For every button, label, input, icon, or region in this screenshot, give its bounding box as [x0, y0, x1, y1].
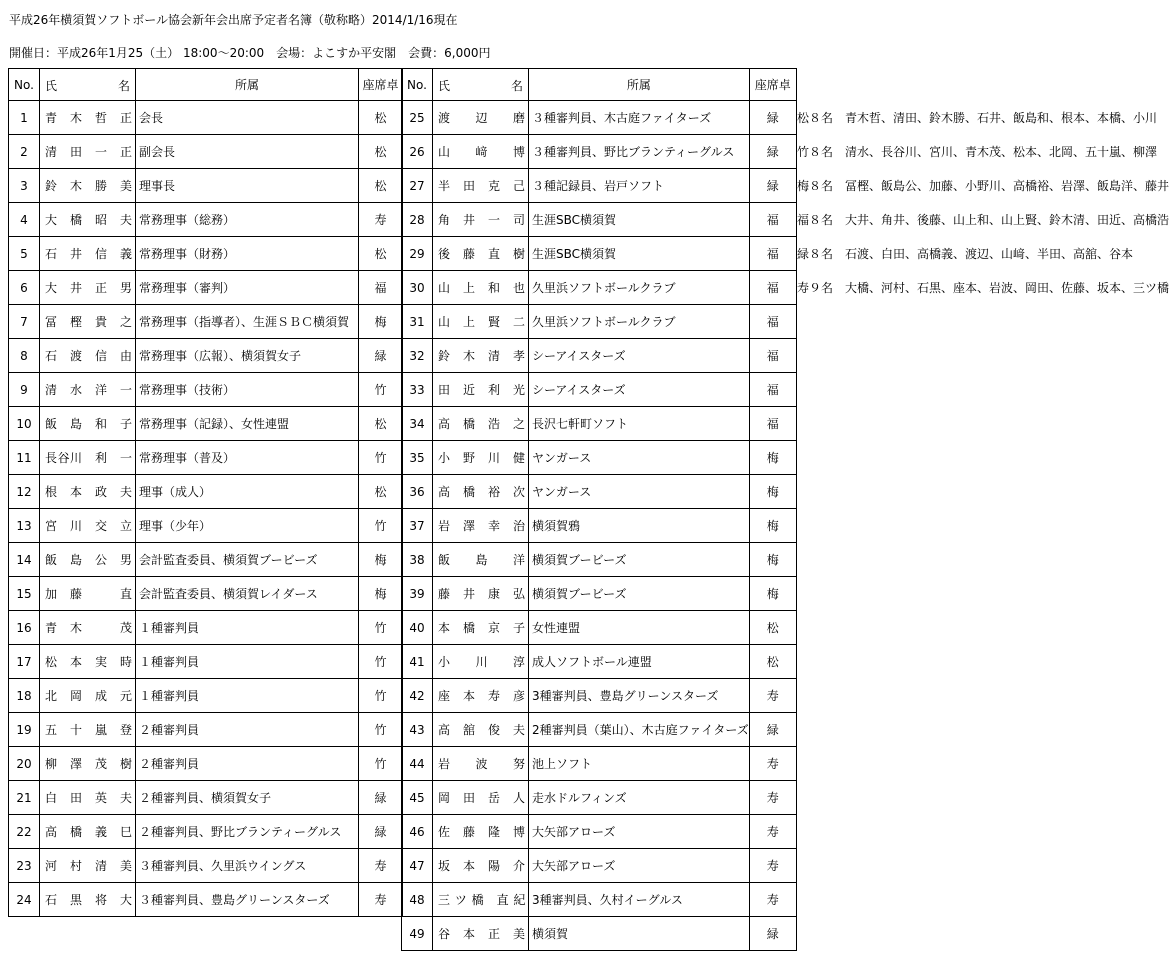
attendee-affiliation: 大矢部アローズ — [529, 815, 750, 849]
seat-table: 寿 — [749, 849, 796, 883]
attendee-affiliation: ２種審判員 — [136, 747, 359, 781]
document-title: 平成26年横須賀ソフトボール協会新年会出席予定者名簿（敬称略）2014/1/16現在 — [9, 13, 458, 27]
header-name-given: 名 — [510, 79, 523, 93]
attendee-name: 三 ツ 橋 直 紀 — [433, 883, 529, 917]
table-row — [9, 305, 403, 339]
row-number: 41 — [402, 645, 433, 679]
table-row — [9, 373, 403, 407]
seat-table: 緑 — [749, 713, 796, 747]
attendee-name: 白 田 英 夫 — [40, 781, 136, 815]
attendee-name: 加 藤 直 — [40, 577, 136, 611]
attendee-affiliation: 成人ソフトボール連盟 — [529, 645, 750, 679]
row-number: 27 — [402, 169, 433, 203]
attendee-affiliation: 常務理事（広報）、横須賀女子 — [136, 339, 359, 373]
attendee-affiliation: ヤンガース — [529, 441, 750, 475]
attendee-name: 清 水 洋 一 — [40, 373, 136, 407]
seat-table: 梅 — [749, 577, 796, 611]
attendee-affiliation: 3種審判員、豊島グリーンスターズ — [529, 679, 750, 713]
attendee-affiliation: 常務理事（技術） — [136, 373, 359, 407]
attendee-name: 青 木 茂 — [40, 611, 136, 645]
row-number: 4 — [9, 203, 40, 237]
seat-table: 寿 — [359, 883, 403, 917]
seat-summary-line: 寿９名 大橋、河村、石黒、座本、岩波、岡田、佐藤、坂本、三ツ橋 — [797, 281, 1170, 295]
attendee-name: 佐 藤 隆 博 — [433, 815, 529, 849]
attendee-name: 後 藤 直 樹 — [433, 237, 529, 271]
table-row — [9, 883, 403, 917]
seat-table: 梅 — [359, 305, 403, 339]
seat-table: 梅 — [749, 509, 796, 543]
row-number: 8 — [9, 339, 40, 373]
seat-table: 松 — [359, 101, 403, 135]
seat-table: 寿 — [749, 747, 796, 781]
table-row — [9, 747, 403, 781]
table-row — [402, 543, 797, 577]
header-name — [433, 69, 529, 101]
seat-table: 梅 — [749, 543, 796, 577]
attendee-name: 山 上 賢 二 — [433, 305, 529, 339]
attendee-name: 岡 田 岳 人 — [433, 781, 529, 815]
attendee-name: 大 井 正 男 — [40, 271, 136, 305]
attendee-affiliation: 久里浜ソフトボールクラブ — [529, 271, 750, 305]
seat-table: 松 — [359, 237, 403, 271]
row-number: 19 — [9, 713, 40, 747]
attendee-name: 鈴 木 清 孝 — [433, 339, 529, 373]
table-row — [402, 849, 797, 883]
row-number: 10 — [9, 407, 40, 441]
attendee-affiliation: 女性連盟 — [529, 611, 750, 645]
attendee-name: 清 田 一 正 — [40, 135, 136, 169]
attendee-name: 根 本 政 夫 — [40, 475, 136, 509]
attendee-affiliation: １種審判員 — [136, 611, 359, 645]
seat-table: 福 — [749, 203, 796, 237]
attendee-affiliation: 理事（少年） — [136, 509, 359, 543]
table-row — [402, 169, 797, 203]
row-number: 11 — [9, 441, 40, 475]
attendee-affiliation: 常務理事（財務） — [136, 237, 359, 271]
attendee-name: 飯 島 洋 — [433, 543, 529, 577]
row-number: 44 — [402, 747, 433, 781]
attendee-affiliation: シーアイスターズ — [529, 373, 750, 407]
seat-table: 緑 — [749, 101, 796, 135]
row-number: 26 — [402, 135, 433, 169]
table-row — [9, 101, 403, 135]
attendee-name: 渡 辺 磨 — [433, 101, 529, 135]
attendee-name: 長谷川 利 一 — [40, 441, 136, 475]
attendee-affiliation: 会計監査委員、横須賀ブービーズ — [136, 543, 359, 577]
table-row — [402, 475, 797, 509]
row-number: 32 — [402, 339, 433, 373]
table-row — [9, 271, 403, 305]
seat-table: 松 — [359, 135, 403, 169]
attendee-name: 高 舘 俊 夫 — [433, 713, 529, 747]
table-row — [402, 101, 797, 135]
attendee-affiliation: 生涯SBC横須賀 — [529, 237, 750, 271]
attendee-affiliation: 理事（成人） — [136, 475, 359, 509]
table-row — [9, 815, 403, 849]
row-number: 30 — [402, 271, 433, 305]
seat-table: 福 — [749, 407, 796, 441]
attendee-affiliation: 副会長 — [136, 135, 359, 169]
table-row — [402, 611, 797, 645]
attendee-name: 柳 澤 茂 樹 — [40, 747, 136, 781]
table-row — [402, 135, 797, 169]
attendee-name: 飯 島 公 男 — [40, 543, 136, 577]
seat-table: 松 — [359, 407, 403, 441]
table-row — [402, 815, 797, 849]
table-row — [9, 577, 403, 611]
seat-table: 緑 — [749, 135, 796, 169]
row-number: 2 — [9, 135, 40, 169]
attendee-affiliation: 会計監査委員、横須賀レイダース — [136, 577, 359, 611]
row-number: 9 — [9, 373, 40, 407]
row-number: 21 — [9, 781, 40, 815]
table-row — [402, 781, 797, 815]
seat-summary — [797, 101, 1175, 305]
attendee-affiliation: １種審判員 — [136, 645, 359, 679]
row-number: 42 — [402, 679, 433, 713]
row-number: 1 — [9, 101, 40, 135]
attendee-name: 河 村 清 美 — [40, 849, 136, 883]
seat-table: 松 — [359, 475, 403, 509]
attendee-name: 高 橋 裕 次 — [433, 475, 529, 509]
attendee-affiliation: 会長 — [136, 101, 359, 135]
seat-table: 福 — [749, 271, 796, 305]
table-row — [9, 169, 403, 203]
seat-table: 福 — [749, 237, 796, 271]
row-number: 47 — [402, 849, 433, 883]
seat-table: 緑 — [359, 339, 403, 373]
table-row — [402, 679, 797, 713]
table-row — [9, 203, 403, 237]
row-number: 31 — [402, 305, 433, 339]
table-row — [9, 237, 403, 271]
row-number: 23 — [9, 849, 40, 883]
attendee-affiliation: シーアイスターズ — [529, 339, 750, 373]
attendee-affiliation: ３種審判員、木古庭ファイターズ — [529, 101, 750, 135]
table-row — [9, 543, 403, 577]
attendee-name: 五 十 嵐 登 — [40, 713, 136, 747]
attendee-table-right — [401, 68, 797, 951]
row-number: 43 — [402, 713, 433, 747]
row-number: 16 — [9, 611, 40, 645]
row-number: 40 — [402, 611, 433, 645]
seat-table: 松 — [749, 611, 796, 645]
seat-table: 福 — [359, 271, 403, 305]
table-row — [9, 135, 403, 169]
row-number: 45 — [402, 781, 433, 815]
header-seat: 座席卓 — [749, 69, 796, 101]
seat-table: 竹 — [359, 645, 403, 679]
event-info: 開催日：平成26年1月25（土） 18:00～20:00 会場：よこすか平安閣 会費：6,000円 — [9, 46, 491, 60]
table-header-row — [9, 69, 403, 101]
attendee-affiliation: 理事長 — [136, 169, 359, 203]
row-number: 39 — [402, 577, 433, 611]
header-name-family: 氏 — [45, 79, 58, 93]
attendee-affiliation: 横須賀ブービーズ — [529, 577, 750, 611]
attendee-name: 半 田 克 己 — [433, 169, 529, 203]
attendee-name: 座 本 寿 彦 — [433, 679, 529, 713]
attendee-name: 坂 本 陽 介 — [433, 849, 529, 883]
table-row — [9, 849, 403, 883]
attendee-name: 岩 澤 幸 治 — [433, 509, 529, 543]
attendee-name: 山 﨑 博 — [433, 135, 529, 169]
seat-table: 竹 — [359, 747, 403, 781]
row-number: 18 — [9, 679, 40, 713]
table-row — [9, 611, 403, 645]
attendee-affiliation: ３種記録員、岩戸ソフト — [529, 169, 750, 203]
row-number: 14 — [9, 543, 40, 577]
attendee-affiliation: 横須賀鴉 — [529, 509, 750, 543]
seat-table: 梅 — [359, 543, 403, 577]
attendee-affiliation: 久里浜ソフトボールクラブ — [529, 305, 750, 339]
attendee-name: 本 橋 京 子 — [433, 611, 529, 645]
row-number: 38 — [402, 543, 433, 577]
table-row — [402, 407, 797, 441]
header-name-family: 氏 — [438, 79, 451, 93]
seat-summary-line: 緑８名 石渡、白田、高橋義、渡辺、山﨑、半田、高舘、谷本 — [797, 247, 1134, 261]
attendee-name: 石 渡 信 由 — [40, 339, 136, 373]
table-row — [402, 747, 797, 781]
attendee-name: 冨 樫 貴 之 — [40, 305, 136, 339]
attendee-name: 谷 本 正 美 — [433, 917, 529, 951]
table-row — [9, 781, 403, 815]
seat-table: 緑 — [359, 781, 403, 815]
attendee-table-left — [8, 68, 403, 917]
attendee-affiliation: ２種審判員 — [136, 713, 359, 747]
seat-table: 寿 — [749, 781, 796, 815]
attendee-name: 宮 川 交 立 — [40, 509, 136, 543]
attendee-affiliation: ３種審判員、野比ブランティーグルス — [529, 135, 750, 169]
seat-table: 福 — [749, 305, 796, 339]
seat-table: 竹 — [359, 679, 403, 713]
attendee-name: 山 上 和 也 — [433, 271, 529, 305]
seat-table: 梅 — [749, 441, 796, 475]
table-row — [402, 509, 797, 543]
table-row — [402, 713, 797, 747]
attendee-affiliation: ヤンガース — [529, 475, 750, 509]
attendee-name: 青 木 哲 正 — [40, 101, 136, 135]
row-number: 34 — [402, 407, 433, 441]
table-row — [402, 271, 797, 305]
row-number: 6 — [9, 271, 40, 305]
row-number: 49 — [402, 917, 433, 951]
table-row — [402, 645, 797, 679]
attendee-name: 鈴 木 勝 美 — [40, 169, 136, 203]
seat-table: 寿 — [359, 849, 403, 883]
attendee-name: 飯 島 和 子 — [40, 407, 136, 441]
attendee-affiliation: 走水ドルフィンズ — [529, 781, 750, 815]
attendee-affiliation: 大矢部アローズ — [529, 849, 750, 883]
attendee-affiliation: １種審判員 — [136, 679, 359, 713]
attendee-affiliation: 常務理事（普及） — [136, 441, 359, 475]
seat-table: 寿 — [359, 203, 403, 237]
table-row — [9, 713, 403, 747]
table-row — [402, 373, 797, 407]
attendee-affiliation: ３種審判員、久里浜ウイングス — [136, 849, 359, 883]
attendee-affiliation: 常務理事（審判） — [136, 271, 359, 305]
row-number: 36 — [402, 475, 433, 509]
attendee-name: 小 野 川 健 — [433, 441, 529, 475]
attendee-affiliation: 常務理事（総務） — [136, 203, 359, 237]
seat-table: 竹 — [359, 713, 403, 747]
attendee-affiliation: 生涯SBC横須賀 — [529, 203, 750, 237]
seat-table: 竹 — [359, 509, 403, 543]
attendee-affiliation: 池上ソフト — [529, 747, 750, 781]
attendee-affiliation: ２種審判員、野比ブランティーグルス — [136, 815, 359, 849]
row-number: 24 — [9, 883, 40, 917]
table-row — [9, 441, 403, 475]
row-number: 20 — [9, 747, 40, 781]
attendee-affiliation: 横須賀 — [529, 917, 750, 951]
attendee-affiliation: ３種審判員、豊島グリーンスターズ — [136, 883, 359, 917]
seat-summary-line: 梅８名 冨樫、飯島公、加藤、小野川、高橋裕、岩澤、飯島洋、藤井 — [797, 179, 1170, 193]
row-number: 37 — [402, 509, 433, 543]
row-number: 5 — [9, 237, 40, 271]
attendee-name: 石 黒 将 大 — [40, 883, 136, 917]
attendee-affiliation: ２種審判員、横須賀女子 — [136, 781, 359, 815]
attendee-name: 北 岡 成 元 — [40, 679, 136, 713]
table-row — [9, 509, 403, 543]
table-row — [9, 645, 403, 679]
seat-summary-line: 竹８名 清水、長谷川、宮川、青木茂、松本、北岡、五十嵐、柳澤 — [797, 145, 1158, 159]
seat-table: 寿 — [749, 815, 796, 849]
seat-table: 竹 — [359, 441, 403, 475]
row-number: 7 — [9, 305, 40, 339]
row-number: 25 — [402, 101, 433, 135]
seat-table: 緑 — [749, 169, 796, 203]
attendee-affiliation: 常務理事（記録）、女性連盟 — [136, 407, 359, 441]
header-name — [40, 69, 136, 101]
seat-table: 梅 — [749, 475, 796, 509]
seat-table: 福 — [749, 373, 796, 407]
attendee-affiliation: 常務理事（指導者）、生涯ＳＢＣ横須賀 — [136, 305, 359, 339]
attendee-affiliation: 3種審判員、久村イーグルス — [529, 883, 750, 917]
seat-table: 緑 — [359, 815, 403, 849]
seat-summary-line: 松８名 青木哲、清田、鈴木勝、石井、飯島和、根本、本橋、小川 — [797, 111, 1158, 125]
table-row — [402, 441, 797, 475]
row-number: 28 — [402, 203, 433, 237]
row-number: 22 — [9, 815, 40, 849]
row-number: 35 — [402, 441, 433, 475]
table-row — [9, 407, 403, 441]
attendee-name: 角 井 一 司 — [433, 203, 529, 237]
row-number: 3 — [9, 169, 40, 203]
row-number: 15 — [9, 577, 40, 611]
row-number: 33 — [402, 373, 433, 407]
table-row — [402, 237, 797, 271]
seat-table: 緑 — [749, 917, 796, 951]
attendee-name: 大 橋 昭 夫 — [40, 203, 136, 237]
attendee-name: 松 本 実 時 — [40, 645, 136, 679]
seat-table: 寿 — [749, 679, 796, 713]
header-affiliation: 所属 — [529, 69, 750, 101]
row-number: 29 — [402, 237, 433, 271]
seat-table: 松 — [749, 645, 796, 679]
row-number: 46 — [402, 815, 433, 849]
attendee-name: 石 井 信 義 — [40, 237, 136, 271]
table-row — [402, 883, 797, 917]
table-row — [9, 339, 403, 373]
table-header-row — [402, 69, 797, 101]
header-name-given: 名 — [117, 79, 130, 93]
attendee-name: 岩 波 努 — [433, 747, 529, 781]
attendee-affiliation: 横須賀ブービーズ — [529, 543, 750, 577]
header-no: No. — [402, 69, 433, 101]
table-row — [402, 203, 797, 237]
seat-summary-line: 福８名 大井、角井、後藤、山上和、山上賢、鈴木清、田近、高橋浩 — [797, 213, 1170, 227]
table-row — [9, 679, 403, 713]
table-row — [402, 917, 797, 951]
attendee-name: 田 近 利 光 — [433, 373, 529, 407]
seat-table: 松 — [359, 169, 403, 203]
attendee-name: 高 橋 義 巳 — [40, 815, 136, 849]
attendee-affiliation: 長沢七軒町ソフト — [529, 407, 750, 441]
header-no: No. — [9, 69, 40, 101]
attendee-name: 藤 井 康 弘 — [433, 577, 529, 611]
row-number: 13 — [9, 509, 40, 543]
row-number: 12 — [9, 475, 40, 509]
header-affiliation: 所属 — [136, 69, 359, 101]
table-row — [402, 305, 797, 339]
attendee-affiliation: 2種審判員（葉山）、木古庭ファイターズ — [529, 713, 750, 747]
attendee-name: 小 川 淳 — [433, 645, 529, 679]
row-number: 17 — [9, 645, 40, 679]
attendee-name: 高 橋 浩 之 — [433, 407, 529, 441]
table-row — [9, 475, 403, 509]
seat-table: 竹 — [359, 373, 403, 407]
header-seat: 座席卓 — [359, 69, 403, 101]
table-row — [402, 339, 797, 373]
seat-table: 竹 — [359, 611, 403, 645]
row-number: 48 — [402, 883, 433, 917]
seat-table: 梅 — [359, 577, 403, 611]
seat-table: 寿 — [749, 883, 796, 917]
seat-table: 福 — [749, 339, 796, 373]
table-row — [402, 577, 797, 611]
